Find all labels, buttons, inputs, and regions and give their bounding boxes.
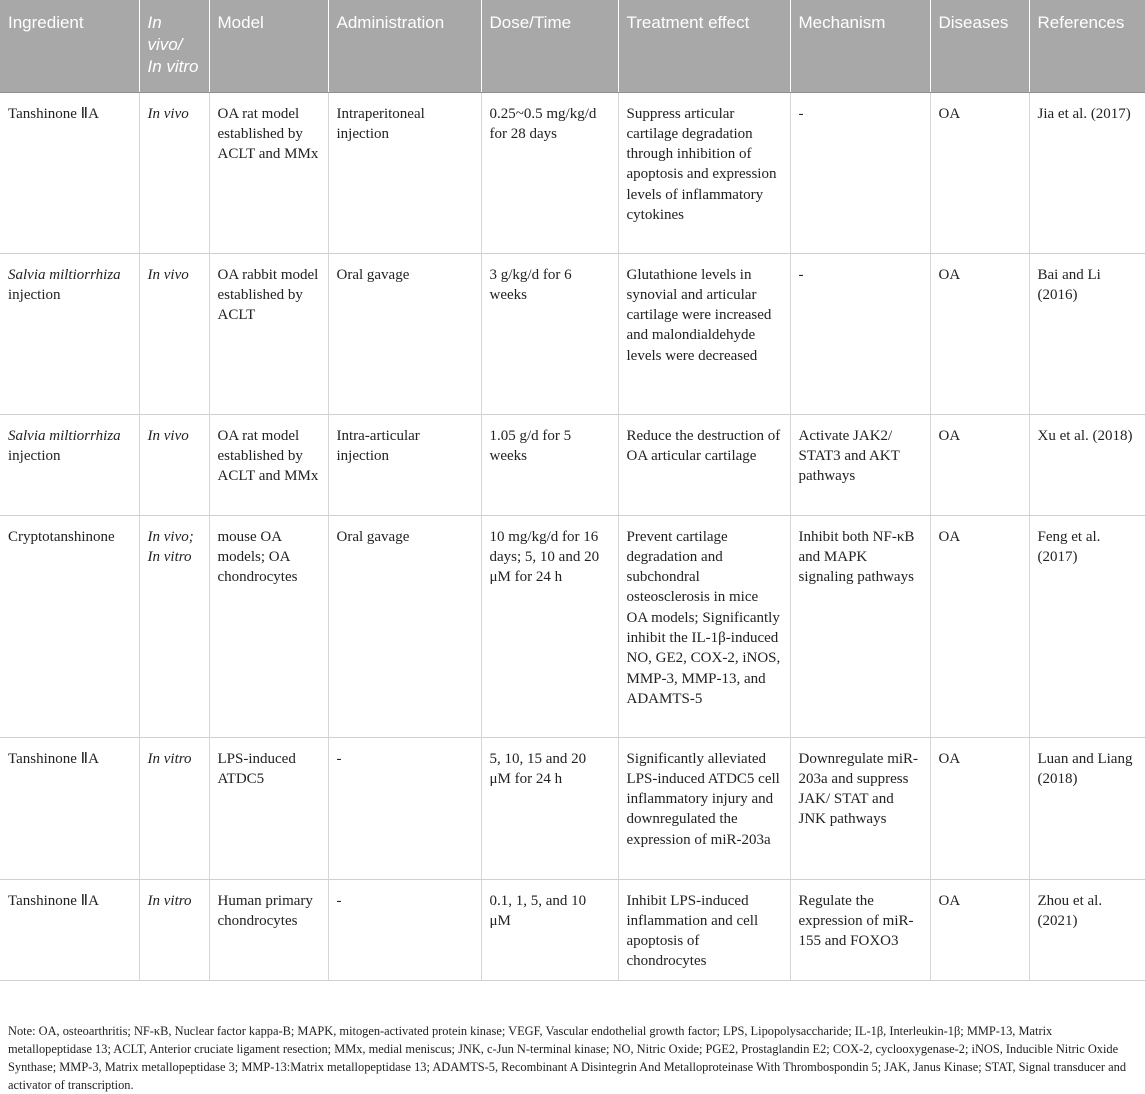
table-header-row xyxy=(0,0,1145,92)
cell-disease: OA xyxy=(930,414,1029,515)
cell-dose-time: 0.1, 1, 5, and 10 μM xyxy=(481,879,618,980)
cell-reference: Xu et al. (2018) xyxy=(1029,414,1145,515)
cell-treatment-effect: Reduce the destruction of OA articular cartilage xyxy=(618,414,790,515)
ingredient-italic: Salvia miltiorrhiza xyxy=(8,427,121,444)
cell-reference: Feng et al. (2017) xyxy=(1029,515,1145,737)
cell-model: mouse OA models; OA chondrocytes xyxy=(209,515,328,737)
cell-in-vivo-in-vitro: In vivo; In vitro xyxy=(139,515,209,737)
cell-dose-time: 3 g/kg/d for 6 weeks xyxy=(481,253,618,414)
table-row xyxy=(0,737,1145,879)
cell-treatment-effect: Glutathione levels in synovial and articular cartilage were increased and malondialdehyde levels were decreased xyxy=(618,253,790,414)
cell-model: OA rat model established by ACLT and MMx xyxy=(209,92,328,253)
cell-in-vivo-in-vitro: In vivo xyxy=(139,414,209,515)
header-mechanism: Mechanism xyxy=(790,0,930,92)
cell-in-vivo-in-vitro: In vivo xyxy=(139,92,209,253)
cell-in-vivo-in-vitro: In vitro xyxy=(139,879,209,980)
cell-administration: Intra-articular injection xyxy=(328,414,481,515)
cell-treatment-effect: Prevent cartilage degradation and subchondral osteosclerosis in mice OA models; Significantly inhibit the IL-1β-induced NO, GE2, COX-2, iNOS, MMP-3, MMP-13, and ADAMTS-5 xyxy=(618,515,790,737)
ingredient-text: injection xyxy=(8,447,61,464)
cell-disease: OA xyxy=(930,253,1029,414)
cell-model: LPS-induced ATDC5 xyxy=(209,737,328,879)
header-diseases: Diseases xyxy=(930,0,1029,92)
cell-administration: Oral gavage xyxy=(328,515,481,737)
cell-ingredient xyxy=(0,92,139,253)
cell-model: OA rabbit model established by ACLT xyxy=(209,253,328,414)
table-row xyxy=(0,879,1145,980)
cell-disease: OA xyxy=(930,92,1029,253)
cell-dose-time: 0.25~0.5 mg/kg/d for 28 days xyxy=(481,92,618,253)
cell-model: OA rat model established by ACLT and MMx xyxy=(209,414,328,515)
header-dose-time: Dose/Time xyxy=(481,0,618,92)
cell-mechanism: - xyxy=(790,92,930,253)
cell-in-vivo-in-vitro: In vitro xyxy=(139,737,209,879)
cell-disease: OA xyxy=(930,737,1029,879)
cell-mechanism: Downregulate miR-203a and suppress JAK/ STAT and JNK pathways xyxy=(790,737,930,879)
header-references: References xyxy=(1029,0,1145,92)
table-row xyxy=(0,414,1145,515)
cell-mechanism: Regulate the expression of miR-155 and FOXO3 xyxy=(790,879,930,980)
ingredient-text: Tanshinone ⅡA xyxy=(8,750,99,767)
cell-treatment-effect: Inhibit LPS-induced inflammation and cell apoptosis of chondrocytes xyxy=(618,879,790,980)
cell-dose-time: 1.05 g/d for 5 weeks xyxy=(481,414,618,515)
cell-reference: Jia et al. (2017) xyxy=(1029,92,1145,253)
cell-mechanism: Inhibit both NF-κB and MAPK signaling pathways xyxy=(790,515,930,737)
cell-model: Human primary chondrocytes xyxy=(209,879,328,980)
ingredient-italic: Salvia miltiorrhiza xyxy=(8,266,121,283)
ingredient-text: Tanshinone ⅡA xyxy=(8,105,99,122)
cell-ingredient xyxy=(0,414,139,515)
header-ingredient: Ingredient xyxy=(0,0,139,92)
cell-treatment-effect: Suppress articular cartilage degradation through inhibition of apoptosis and expression levels of inflammatory cytokines xyxy=(618,92,790,253)
ingredient-text: injection xyxy=(8,286,61,303)
cell-mechanism: - xyxy=(790,253,930,414)
header-model: Model xyxy=(209,0,328,92)
header-in-vivo-in-vitro: In vivo/ In vitro xyxy=(139,0,209,92)
cell-reference: Bai and Li (2016) xyxy=(1029,253,1145,414)
cell-ingredient xyxy=(0,253,139,414)
cell-mechanism: Activate JAK2/ STAT3 and AKT pathways xyxy=(790,414,930,515)
cell-administration: - xyxy=(328,737,481,879)
cell-dose-time: 5, 10, 15 and 20 μM for 24 h xyxy=(481,737,618,879)
cell-administration: - xyxy=(328,879,481,980)
header-treatment-effect: Treatment effect xyxy=(618,0,790,92)
cell-ingredient xyxy=(0,515,139,737)
table-row xyxy=(0,92,1145,253)
ingredient-text: Cryptotanshinone xyxy=(8,528,115,545)
cell-disease: OA xyxy=(930,879,1029,980)
cell-treatment-effect: Significantly alleviated LPS-induced ATDC5 cell inflammatory injury and downregulated the expression of miR-203a xyxy=(618,737,790,879)
cell-ingredient xyxy=(0,879,139,980)
cell-disease: OA xyxy=(930,515,1029,737)
table-footnote: Note: OA, osteoarthritis; NF-κB, Nuclear factor kappa-B; MAPK, mitogen-activated protein kinase; VEGF, Vascular endothelial growth factor; LPS, Lipopolysaccharide; IL-1β, Interleukin-1β; MMP-13, Matrix metallopeptidase 13; ACLT, Anterior cruciate ligament resection; MMx, medial meniscus; JNK, c-Jun N-terminal kinase; NO, Nitric Oxide; PGE2, Prostaglandin E2; COX-2, cyclooxygenase-2; iNOS, Inducible Nitric Oxide Synthase; MMP-3, Matrix metallopeptidase 3; MMP-13:Matrix metallopeptidase 13; ADAMTS-5, Recombinant A Disintegrin And Metalloproteinase With Thrombospondin 5; JAK, Janus Kinase; STAT, Signal transducer and activator of transcription. xyxy=(8,1024,1127,1092)
table-row xyxy=(0,253,1145,414)
table-row xyxy=(0,515,1145,737)
ingredient-text: Tanshinone ⅡA xyxy=(8,892,99,909)
cell-dose-time: 10 mg/kg/d for 16 days; 5, 10 and 20 μM for 24 h xyxy=(481,515,618,737)
cell-reference: Zhou et al. (2021) xyxy=(1029,879,1145,980)
cell-reference: Luan and Liang (2018) xyxy=(1029,737,1145,879)
cell-administration: Intraperitoneal injection xyxy=(328,92,481,253)
cell-ingredient xyxy=(0,737,139,879)
cell-in-vivo-in-vitro: In vivo xyxy=(139,253,209,414)
header-administration: Administration xyxy=(328,0,481,92)
cell-administration: Oral gavage xyxy=(328,253,481,414)
